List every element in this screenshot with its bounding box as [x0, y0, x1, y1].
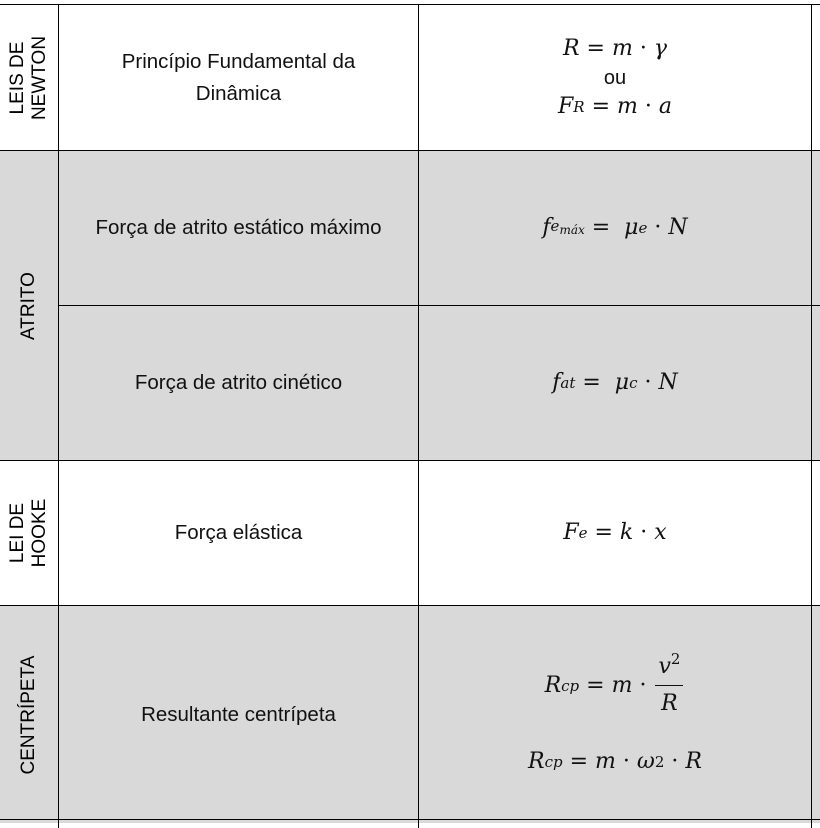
formula-line: f $e_{máx}$ = μ e · N [542, 215, 688, 240]
description-text: Princípio Fundamental da Dinâmica [121, 49, 356, 105]
formula-line: F e = k · x [563, 520, 667, 545]
formula-cell [419, 5, 812, 150]
category-cell [0, 606, 59, 823]
column-divider [811, 819, 812, 828]
formula-cell [419, 461, 812, 605]
formula-line: F R = m · a [558, 93, 672, 119]
formula-cell [419, 151, 812, 305]
category-label: LEIS DE NEWTON [7, 35, 50, 120]
table-row-atrito-cinetico [0, 305, 820, 460]
formula-line: R cp = m · $\frac{v^2}{R}$ [545, 651, 686, 720]
description-text: Força elástica [174, 521, 303, 544]
table-row-hooke [0, 460, 820, 605]
fraction: $\frac{v^2}{R}$ [655, 651, 683, 720]
category-label: LEI DE HOOKE [7, 498, 50, 568]
category-cell [0, 461, 59, 605]
formula-line: f at = μ c · N [552, 370, 678, 395]
table-bottom-border [0, 819, 820, 820]
description-cell [59, 5, 419, 150]
formula-table [0, 4, 820, 828]
category-label: ATRITO [18, 271, 39, 340]
connector-text: ou [603, 66, 627, 89]
formula-cell [419, 306, 812, 460]
table-row-newton [0, 4, 820, 150]
category-label: CENTRÍPETA [18, 655, 39, 774]
column-divider [418, 819, 419, 828]
description-text: Resultante centrípeta [141, 702, 336, 726]
formula-line: R cp = m · ω 2 · R [528, 749, 702, 774]
column-divider [58, 819, 59, 828]
formula-cell [419, 606, 812, 823]
category-cell [0, 150, 59, 460]
table-row-atrito-estatico [0, 150, 820, 305]
table-row-centripeta [0, 605, 820, 823]
description-text: Força de atrito cinético [134, 371, 343, 394]
description-cell [59, 151, 419, 305]
description-text: Força de atrito estático máximo [95, 216, 382, 239]
description-cell [59, 461, 419, 605]
category-cell [0, 5, 59, 150]
description-cell [59, 306, 419, 460]
description-cell [59, 606, 419, 823]
formula-line: R = m · γ [562, 35, 667, 61]
